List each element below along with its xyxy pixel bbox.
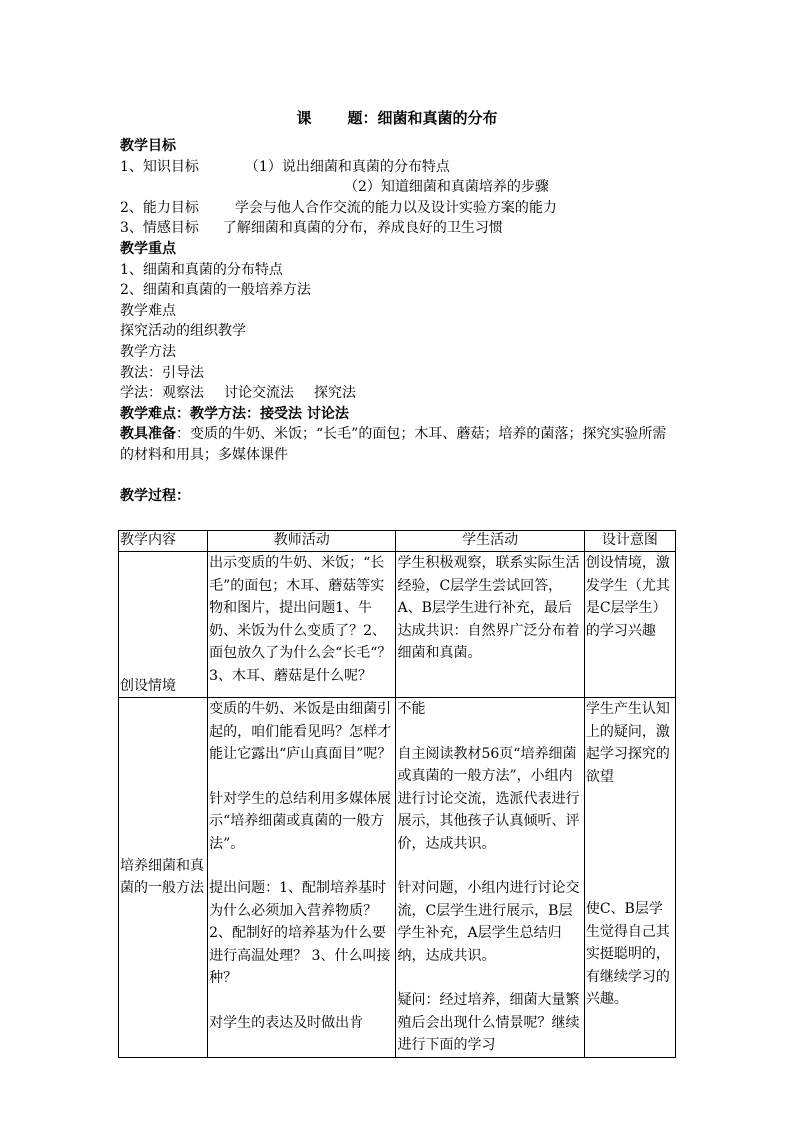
- process-heading: 教学过程：: [120, 488, 190, 505]
- emotion-label: 3、情感目标: [120, 220, 199, 237]
- title-text: 题：细菌和真菌的分布: [347, 109, 498, 127]
- key-point-1: 1、细菌和真菌的分布特点: [120, 261, 283, 278]
- title-prefix: 课: [296, 109, 312, 127]
- knowledge-objective: [120, 157, 680, 178]
- table-header-row: [119, 531, 676, 552]
- materials-paragraph: [120, 424, 680, 465]
- row2-student-2: 自主阅读教材56页“培养细菌或真菌的一般方法”，小组内进行讨论交流，选派代表进行展示，其他孩子认真倾听、评价，达成共识。: [397, 745, 580, 852]
- header-content: 教学内容: [119, 531, 208, 552]
- teaching-process-table: [118, 530, 676, 1058]
- emotion-objective: [120, 218, 680, 239]
- teaching-method: 教法：引导法: [120, 364, 204, 381]
- header-intent: 设计意图: [584, 531, 675, 552]
- knowledge-item-2: （2）知道细菌和真菌培养的步骤: [344, 179, 549, 196]
- row2-student-4: 疑问：经过培养，细菌大量繁殖后会出现什么情景呢？继续进行下面的学习: [397, 992, 580, 1053]
- difficulty-text: 探究活动的组织教学: [120, 323, 246, 340]
- row1-teacher: 出示变质的牛奶、米饭；“长毛”的面包；木耳、蘑菇等实物和图片，提出问题1、牛奶、米饭为什么变质了？2、面包放久了为什么会“长毛“？3、木耳、蘑菇是什么呢？: [208, 552, 396, 698]
- lesson-plan-body: [120, 136, 680, 507]
- methods-bold-line: 教学难点：教学方法：接受法 讨论法: [120, 405, 349, 422]
- row2-teacher-3: 提出问题：1、配制培养基时为什么必须加入营养物质？2、配制好的培养基为什么要进行高温处理？ 3、什么叫接种？: [209, 880, 391, 986]
- ability-text: 学会与他人合作交流的能力以及设计实验方案的能力: [234, 199, 557, 216]
- difficulty-heading: 教学难点: [120, 302, 176, 319]
- table-row: [119, 552, 676, 698]
- table-row: [119, 698, 676, 1058]
- row2-teacher-cell: [208, 698, 396, 1058]
- knowledge-label: 1、知识目标: [120, 158, 199, 175]
- row2-student-3: 针对问题，小组内进行讨论交流，C层学生进行展示，B层学生补充，A层学生总结归纳，达成共识。: [397, 880, 580, 964]
- row2-intent-cell: [584, 698, 675, 1058]
- emotion-text: 了解细菌和真菌的分布，养成良好的卫生习惯: [222, 220, 503, 237]
- row2-teacher-2: 针对学生的总结利用多媒体展示“培养细菌或真菌的一般方法”。: [209, 790, 392, 852]
- row2-student-cell: [396, 698, 584, 1058]
- methods-heading: 教学方法: [120, 343, 176, 360]
- row2-intent-2: 使C、B层学生觉得自己其实挺聪明的，有继续学习的兴趣。: [585, 901, 670, 1007]
- materials-text: ：变质的牛奶、米饭；“长毛”的面包；木耳、蘑菇；培养的菌落；探究实验所需的材料和用具；多媒体课件: [120, 426, 667, 463]
- ability-label: 2、能力目标: [120, 199, 199, 216]
- lesson-title: [0, 108, 794, 128]
- key-points-heading: 教学重点: [120, 240, 176, 257]
- header-teacher: 教师活动: [208, 531, 396, 552]
- row1-intent: 创设情境，激发学生（尤其是C层学生）的学习兴趣: [584, 552, 675, 698]
- row1-content: 创设情境: [119, 552, 208, 698]
- learning-methods: [120, 383, 680, 404]
- row2-content: 培养细菌和真菌的一般方法: [119, 698, 208, 1058]
- materials-label: 教具准备: [120, 426, 176, 443]
- row2-teacher-1: 变质的牛奶、米饭是由细菌引起的，咱们能看见吗？怎样才能让它露出“庐山真面目”呢？: [209, 701, 392, 762]
- ability-objective: [120, 198, 680, 219]
- row2-intent-1: 学生产生认知上的疑问，激起学习探究的欲望: [585, 701, 670, 785]
- key-point-2: 2、细菌和真菌的一般培养方法: [120, 282, 311, 299]
- row2-teacher-4: 对学生的表达及时做出肯: [209, 1014, 364, 1031]
- learning-method-3: 探究法: [314, 385, 356, 402]
- header-student: 学生活动: [396, 531, 584, 552]
- objectives-heading: 教学目标: [120, 138, 176, 154]
- blank-spacer: [120, 466, 680, 487]
- learning-method-2: 讨论交流法: [224, 385, 294, 402]
- row1-student: 学生积极观察，联系实际生活经验，C层学生尝试回答，A、B层学生进行补充，最后达成共识：自然界广泛分布着细菌和真菌。: [396, 552, 584, 698]
- learning-method-1: 学法：观察法: [120, 385, 204, 402]
- row2-student-1: 不能: [397, 701, 426, 717]
- knowledge-item-1: （1）说出细菌和真菌的分布特点: [244, 158, 450, 175]
